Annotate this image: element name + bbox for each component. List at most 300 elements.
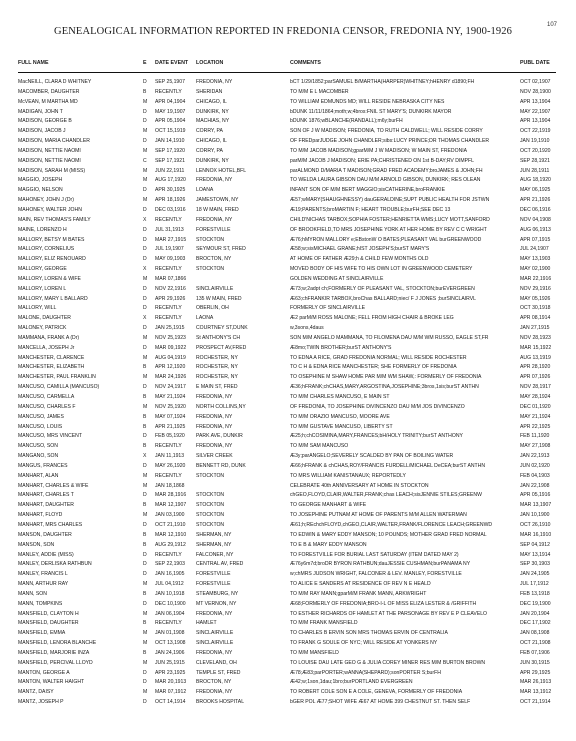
location-cell: ROCHESTER, NY: [196, 354, 238, 361]
publ-date-cell: NOV 29,1916: [520, 285, 551, 292]
publ-date-cell: FEB 11,1920: [520, 433, 550, 440]
date-event-cell: JAN 25,1915: [155, 325, 185, 332]
location-cell: CENTRAL AV, FRED: [196, 561, 244, 568]
date-event-cell: APR 23,1925: [155, 669, 186, 676]
full-name-cell: MALLORY, LOREN & WIFE: [18, 275, 81, 282]
date-event-cell: JUN 25,1915: [155, 659, 185, 666]
event-type-cell: D: [143, 138, 147, 145]
publ-date-cell: APR 22,1925: [520, 423, 551, 430]
date-event-cell: JAN 16,1905: [155, 571, 185, 578]
full-name-cell: MADISON, NETTIE NAOMI: [18, 157, 81, 164]
date-event-cell: MAR 12,1907: [155, 502, 187, 509]
date-event-cell: JAN 03,1900: [155, 512, 185, 519]
table-row: [0, 551, 576, 561]
header-event-type: E: [143, 60, 147, 66]
comments-cell: Æ63;chFRANKIR TARBOX,broChas BALLARD;niec/ F J JONES ;burSINCLAIRVL: [290, 295, 476, 302]
date-event-cell: NOV 22,1916: [155, 285, 186, 292]
table-row: [0, 570, 576, 580]
location-cell: HAMLET: [196, 620, 217, 627]
event-type-cell: D: [143, 344, 147, 351]
location-cell: STEAMBURG, NY: [196, 590, 239, 597]
event-type-cell: D: [143, 118, 147, 125]
location-cell: FREDONIA, NY: [196, 413, 233, 420]
table-row: [0, 255, 576, 265]
comments-cell: chGEO,FLOYD,CLAIR,WALTER,FRANK;chas LEACH;sisJENNIE STILES;GREENW: [290, 492, 482, 499]
table-row: [0, 147, 576, 157]
publ-date-cell: MAR 15,1922: [520, 344, 552, 351]
full-name-cell: MANSFIELD, LENORA BLANCHE: [18, 640, 97, 647]
table-row: [0, 285, 576, 295]
full-name-cell: MANHART, FLOYD: [18, 512, 63, 519]
full-name-cell: MAHONEY, JOHN J (Dr): [18, 197, 74, 204]
table-row: [0, 472, 576, 482]
date-event-cell: AUG 04,1919: [155, 354, 186, 361]
event-type-cell: D: [143, 433, 147, 440]
event-type-cell: M: [143, 334, 148, 341]
event-type-cell: D: [143, 256, 147, 263]
location-cell: SINCLAIRVILLE: [196, 630, 234, 637]
comments-cell: Æ73;w;2adpt ch;FORMERLY OF PLEASANT VAL, STOCKTON;burEVERGREEN: [290, 285, 475, 292]
event-type-cell: B: [143, 394, 147, 400]
publ-date-cell: NOV 28,1917: [520, 384, 551, 391]
comments-cell: TO FRANK G SOULE OF NYC; WILL RESIDE AT YONKERS NY: [290, 640, 438, 647]
table-row: [0, 295, 576, 305]
comments-cell: parALMOND D/MARIA T MADISON;GRAD FRED ACADEMY;broJAMES & JOHN;FH: [290, 167, 483, 174]
date-event-cell: APR 21,1925: [155, 423, 186, 430]
full-name-cell: MALONE, DAUGHTER: [18, 315, 71, 322]
event-type-cell: B: [143, 649, 147, 656]
publ-date-cell: OCT 02,1907: [520, 79, 551, 85]
date-event-cell: MAR 28,1916: [155, 492, 187, 499]
table-row: [0, 678, 576, 688]
comments-cell: INFANT SON OF M/M BERT MAGGIO;sisCATHERINE,broFRANKIE: [290, 187, 446, 194]
publ-date-cell: SEP 30,1903: [520, 561, 550, 568]
event-type-cell: B: [143, 531, 147, 538]
publ-date-cell: MAY 06,1925: [520, 187, 551, 194]
header-date-event: DATE EVENT: [155, 60, 189, 66]
comments-cell: Æ76y6m7d;broDR BYRON RATHBUN;dauJESSIE CUSHMAN;burPANAMA NY: [290, 561, 471, 568]
publ-date-cell: APR 13,1904: [520, 118, 551, 125]
comments-cell: bCT 1/29/1852;parSAMUEL B/MARTHA(HARPER)WHITNEY;hHENRY d1890;FH: [290, 79, 475, 85]
event-type-cell: M: [143, 197, 148, 204]
full-name-cell: MAGGIO, NELSON: [18, 187, 63, 194]
table-row: [0, 373, 576, 383]
table-row: [0, 137, 576, 147]
location-cell: STOCKTON: [196, 512, 225, 519]
comments-cell: TO M/M MANSFIELD: [290, 649, 339, 656]
full-name-cell: MADISON, NETTIE NAOMI: [18, 147, 81, 154]
event-type-cell: M: [143, 640, 148, 647]
event-type-cell: M: [143, 512, 148, 519]
full-name-cell: MAIN, REV THOMAS'S FAMILY: [18, 216, 91, 223]
table-row: [0, 167, 576, 177]
date-event-cell: RECENTLY: [155, 88, 182, 95]
comments-cell: TO ROBERT COLE SON E A COLE, GENEVA, FORMERLY OF FREDONIA: [290, 689, 463, 696]
publ-date-cell: MAY 05,1926: [520, 295, 551, 302]
publ-date-cell: DEC 01,1920: [520, 403, 551, 410]
publ-date-cell: MAY 21,1924: [520, 413, 551, 420]
publ-date-cell: OCT 21,1914: [520, 699, 551, 706]
header-publ-date: PUBL DATE: [520, 60, 550, 66]
full-name-cell: MANCUSO, CAMILLA (MANCUSO): [18, 384, 100, 391]
date-event-cell: RECENTLY: [155, 315, 182, 322]
publ-date-cell: APR 29,1925: [520, 669, 551, 676]
comments-cell: bDUNK 11/11/1864;moth;w;4bros:FNIL ST MARY'S; DUNKIRK MAYOR: [290, 108, 452, 115]
location-cell: OBERLIN, OH: [196, 305, 229, 312]
comments-cell: Æ42;w;1son,1dau;1bro;burPORTLAND EVERGREEN: [290, 679, 413, 686]
publ-date-cell: OCT 22,1919: [520, 128, 551, 135]
date-event-cell: SEP 17,1921: [155, 157, 185, 164]
date-event-cell: JUL 31,1913: [155, 226, 184, 233]
comments-cell: TO EDWIN & MARY EDDY MANSON; 10 POUNDS; MOTHER GRAD FRED NORMAL: [290, 531, 487, 538]
event-type-cell: D: [143, 669, 147, 676]
comments-cell: w;chMRS JUDSON WRIGHT, FALCONER & LEV. MANLEY, FORESTVILLE: [290, 571, 462, 578]
date-event-cell: SEP 25,1907: [155, 79, 185, 85]
event-type-cell: D: [143, 79, 147, 85]
comments-cell: Æ19;PARENTS;broMARTIN F; HEART TROUBLE;burFH;SEE DEC 13: [290, 206, 451, 213]
event-type-cell: D: [143, 108, 147, 115]
date-event-cell: JAN 06,1904: [155, 610, 185, 617]
location-cell: FORESTVILLE: [196, 571, 231, 578]
event-type-cell: M: [143, 128, 148, 135]
comments-cell: Æ25;h;chCOSIMINA,MARY,FRANCES;bH/HOLY TRINITY;burST ANTHONY: [290, 433, 463, 440]
date-event-cell: MAR 20,1913: [155, 679, 187, 686]
publ-date-cell: FEB 07,1906: [520, 649, 550, 656]
date-event-cell: RECENTLY: [155, 216, 182, 223]
location-cell: FREDONIA, NY: [196, 423, 233, 430]
location-cell: BROCTON, NY: [196, 256, 232, 263]
event-type-cell: M: [143, 630, 148, 637]
publ-date-cell: DEC 06,1916: [520, 206, 551, 213]
comments-cell: Æ3y;parANGELO;SEVERELY SCALDED BY PAN OF BOILING WATER: [290, 453, 454, 460]
table-row: [0, 98, 576, 108]
date-event-cell: APR 30,1925: [155, 187, 186, 194]
date-event-cell: NOV 24,1917: [155, 384, 186, 391]
table-row: [0, 383, 576, 393]
publ-date-cell: OCT 30,1918: [520, 305, 551, 312]
date-event-cell: MAY 07,1924: [155, 413, 186, 420]
location-cell: ROCHESTER, NY: [196, 364, 238, 371]
publ-date-cell: MAR 13,1907: [520, 502, 552, 509]
full-name-cell: MALONEY, PATRICK: [18, 325, 67, 332]
full-name-cell: MAHONEY, WALTER JOHN: [18, 206, 82, 213]
publ-date-cell: JAN 20,1904: [520, 610, 550, 617]
publ-date-cell: MAY 28,1924: [520, 394, 551, 400]
event-type-cell: X: [143, 453, 147, 460]
publ-date-cell: DEC 17,1902: [520, 620, 551, 627]
event-type-cell: M: [143, 98, 148, 105]
publ-date-cell: FEB 13,1918: [520, 590, 550, 597]
comments-cell: OF BROOKFIELD,TO MRS JOSEPHINE YORK AT HER HOME BY REV C C WRIGHT: [290, 226, 487, 233]
full-name-cell: MADIGAN, JOHN T: [18, 108, 63, 115]
comments-cell: w,3sons,4daus: [290, 325, 324, 332]
location-cell: STOCKTON: [196, 472, 225, 479]
event-type-cell: M: [143, 472, 148, 479]
table-row: [0, 176, 576, 186]
table-row: [0, 560, 576, 570]
location-cell: FREDONIA, NY: [196, 216, 233, 223]
publ-date-cell: JAN 08,1908: [520, 630, 550, 637]
table-row: [0, 117, 576, 127]
event-type-cell: M: [143, 177, 148, 184]
date-event-cell: JUN 22,1911: [155, 167, 185, 174]
comments-cell: TO WILLIAM EDMUNDS MD; WILL RESIDE NEBRASKA CITY NES: [290, 98, 445, 105]
event-type-cell: D: [143, 206, 147, 213]
location-cell: E MAIN ST, FRED: [196, 384, 238, 391]
comments-cell: parM/M JACOB J MADISON; ERIE PA;CHRISTENED ON 1st B-DAY;RV DIMPFL: [290, 157, 474, 164]
date-event-cell: OCT 15,1919: [155, 128, 186, 135]
full-name-cell: MANN, ARTHUR RAY: [18, 581, 69, 588]
table-row: [0, 216, 576, 226]
publ-date-cell: MAY 13,1903: [520, 256, 551, 263]
event-type-cell: M: [143, 167, 148, 174]
location-cell: CHICAGO, IL: [196, 138, 227, 145]
comments-cell: TO MRS WILLIAM KANISTANAUX; REPORTEDLY: [290, 472, 406, 479]
event-type-cell: D: [143, 699, 147, 706]
table-row: [0, 344, 576, 354]
full-name-cell: MANHART, ALAN: [18, 472, 59, 479]
event-type-cell: D: [143, 571, 147, 578]
full-name-cell: MANSFIELD, PERCIVAL LLOYD: [18, 659, 93, 666]
table-row: [0, 590, 576, 600]
event-type-cell: B: [143, 364, 147, 371]
event-type-cell: D: [143, 226, 147, 233]
full-name-cell: MALLORY, BETSY M BATES: [18, 236, 85, 243]
table-row: [0, 265, 576, 275]
table-row: [0, 157, 576, 167]
date-event-cell: NOV 25,1923: [155, 334, 186, 341]
table-row: [0, 541, 576, 551]
table-row: [0, 482, 576, 492]
event-type-cell: M: [143, 403, 148, 410]
location-cell: LAONA: [196, 315, 214, 322]
table-row: [0, 688, 576, 698]
comments-cell: TO M/M CHARLES MANCUSO, E MAIN ST: [290, 394, 390, 400]
comments-cell: Æ2 parM/M ROSS MALONE; FELL FROM HIGH CHAIR & BROKE LEG: [290, 315, 454, 322]
full-name-cell: MANSON, SON: [18, 541, 55, 548]
date-event-cell: MAR 07,1866: [155, 275, 187, 282]
date-event-cell: JUL 19,1907: [155, 246, 184, 253]
full-name-cell: MANCUSO, JAMES: [18, 413, 64, 420]
date-event-cell: DEC 03,1916: [155, 206, 186, 213]
publ-date-cell: OCT 26,1910: [520, 521, 551, 528]
page-number: 107: [547, 22, 558, 28]
publ-date-cell: OCT 20,1920: [520, 147, 551, 154]
event-type-cell: M: [143, 482, 148, 489]
event-type-cell: D: [143, 521, 147, 528]
location-cell: PARK AVE, DUNKIR: [196, 433, 243, 440]
table-row: [0, 462, 576, 472]
event-type-cell: B: [143, 443, 147, 450]
table-row: [0, 88, 576, 98]
date-event-cell: MAR 09,1922: [155, 344, 187, 351]
event-type-cell: M: [143, 659, 148, 666]
date-event-cell: MAY 09,1903: [155, 256, 186, 263]
location-cell: MACHIAS, NY: [196, 118, 230, 125]
publ-date-cell: JAN 22,1908: [520, 482, 550, 489]
full-name-cell: MADISON, GEORGE B: [18, 118, 72, 125]
comments-cell: CHILD'NICHAS TARBOX;SOPHIA FOSTER;HENRIETTA WMS;LUCY MOTT,SANFORD: [290, 216, 490, 223]
date-event-cell: RECENTLY: [155, 472, 182, 479]
document-title: GENEALOGICAL INFORMATION REPORTED IN FREDONIA CENSOR, FREDONIA NY, 1900-1926: [54, 26, 512, 37]
full-name-cell: MANLEY, ADDIE (MISS): [18, 551, 74, 558]
table-row: [0, 226, 576, 236]
location-cell: DUNKIRK, NY: [196, 108, 229, 115]
event-type-cell: D: [143, 295, 147, 302]
publ-date-cell: JUN 30,1915: [520, 659, 550, 666]
date-event-cell: APR 05,1904: [155, 118, 186, 125]
location-cell: NORTH COLLINS,NY: [196, 403, 246, 410]
table-row: [0, 442, 576, 452]
location-cell: FREDONIA, NY: [196, 689, 233, 696]
full-name-cell: MANSFIELD, DAUGHTER: [18, 620, 79, 627]
event-type-cell: M: [143, 689, 148, 696]
event-type-cell: D: [143, 305, 147, 312]
location-cell: CORRY, PA: [196, 147, 223, 154]
comments-cell: Æ76;hMYRON MALLORY e;EBstonW O BATES;PLEASANT VAL burGREENWOOD: [290, 236, 482, 243]
event-type-cell: M: [143, 374, 148, 381]
location-cell: STOCKTON: [196, 236, 225, 243]
comments-cell: bGER POL Æ77;SHOT WIFE Æ67 AT HOME 399 CHESTNUT ST. THEN SELF: [290, 699, 471, 706]
table-row: [0, 501, 576, 511]
table-row: [0, 511, 576, 521]
publ-date-cell: MAR 16,1910: [520, 531, 552, 538]
comments-cell: Æ78;Æ83;parPORTER;wANNA(SHEPARD);sonPORTER S;burFH: [290, 669, 441, 676]
location-cell: MT VERNON, NY: [196, 600, 237, 607]
full-name-cell: MANCELLA, JOSEPH Jr: [18, 344, 75, 351]
publ-date-cell: MAY 13,1914: [520, 551, 551, 558]
table-row: [0, 698, 576, 708]
full-name-cell: MANGANO, SON: [18, 453, 59, 460]
location-cell: CHICAGO, IL: [196, 98, 227, 105]
location-cell: CORRY, PA: [196, 128, 223, 135]
event-type-cell: B: [143, 88, 147, 95]
full-name-cell: MAMMANA, FRANK A (Dr): [18, 334, 80, 341]
full-name-cell: MAINE, LORENZO H: [18, 226, 67, 233]
location-cell: FREDONIA, NY: [196, 649, 233, 656]
comments-cell: TO M/M ORAZIO MANCUSO, MOORE AVE: [290, 413, 390, 420]
location-cell: St ANTHONY'S CH: [196, 334, 240, 341]
publ-date-cell: MAR 22,1916: [520, 275, 552, 282]
date-event-cell: FEB 05,1920: [155, 433, 185, 440]
full-name-cell: MANSFIELD, CLAYTON H: [18, 610, 79, 617]
table-row: [0, 324, 576, 334]
location-cell: BROOKS HOSPITAL: [196, 699, 245, 706]
location-cell: CLEVELAND, OH: [196, 659, 237, 666]
date-event-cell: RECENTLY: [155, 551, 182, 558]
table-row: [0, 108, 576, 118]
comments-cell: TO M/M RAY MANN;gparM/M FRANK MANN, ARKWRIGHT: [290, 590, 427, 597]
event-type-cell: D: [143, 462, 147, 469]
comments-cell: OF FREDparJUDGE JOHN CHANDLER;sibs:LUCY PRINCE;DR THOMAS CHANDLER: [290, 138, 490, 145]
event-type-cell: M: [143, 581, 148, 588]
date-event-cell: APR 29,1926: [155, 295, 186, 302]
event-type-cell: B: [143, 502, 147, 509]
location-cell: LOANA: [196, 187, 214, 194]
comments-cell: bDUNK 1876;wBLANCHE(RANDALL);m6y;burFH: [290, 118, 403, 125]
full-name-cell: MANLEY, FRANCIS L: [18, 571, 68, 578]
event-type-cell: M: [143, 147, 148, 154]
comments-cell: SON M/M ANGELO MAMMANA, TO FILOMENA DAU M/M WM RUSSO, EAGLE ST,FR: [290, 334, 489, 341]
table-row: [0, 127, 576, 137]
table-row: [0, 491, 576, 501]
date-event-cell: MAY 21,1924: [155, 394, 186, 400]
full-name-cell: MALLORY, GEORGE: [18, 266, 67, 273]
event-type-cell: M: [143, 354, 148, 361]
full-name-cell: MADISON, MARIA CHANDLER: [18, 138, 90, 145]
publ-date-cell: NOV 04,1908: [520, 216, 551, 223]
table-row: [0, 521, 576, 531]
comments-cell: TO GEORGE MANHART & WIFE: [290, 502, 367, 509]
date-event-cell: MAR 24,1926: [155, 374, 187, 381]
location-cell: LENNOX HOTEL,BFL: [196, 167, 247, 174]
location-cell: BENNETT RD, DUNK: [196, 462, 246, 469]
event-type-cell: M: [143, 610, 148, 617]
comments-cell: TO OSEPHINE M SHAW HOME PAR M/M WM SHAW,: FORMERLY OF FREDONIA: [290, 374, 482, 381]
location-cell: COURTNEY ST,DUNK: [196, 325, 248, 332]
table-row: [0, 619, 576, 629]
comments-cell: TO ALICE E SANDERS AT RESIDENCE OF REV N E HEALD: [290, 581, 431, 588]
event-type-cell: X: [143, 266, 147, 273]
table-row: [0, 236, 576, 246]
date-event-cell: NOV 25,1920: [155, 403, 186, 410]
publ-date-cell: APR 21,1926: [520, 197, 551, 204]
table-row: [0, 206, 576, 216]
comments-cell: TO FORESTVILLE FOR BURIAL LAST SATURDAY (ITEM DATED MAY 2): [290, 551, 459, 558]
table-row: [0, 403, 576, 413]
comments-cell: Æ58;w;sisMICHAEL GRANE;hIST JOSEPH'S;burST MARY'S: [290, 246, 430, 253]
location-cell: FREDONIA, NY: [196, 610, 233, 617]
date-event-cell: MAR 12,1910: [155, 531, 187, 538]
table-row: [0, 659, 576, 669]
date-event-cell: JAN 11,1913: [155, 453, 185, 460]
table-row: [0, 354, 576, 364]
event-type-cell: D: [143, 285, 147, 292]
date-event-cell: JUL 04,1912: [155, 581, 184, 588]
event-type-cell: B: [143, 541, 147, 548]
location-cell: SHERIDAN: [196, 88, 223, 95]
table-row: [0, 196, 576, 206]
full-name-cell: MANCHESTER, CLARENCE: [18, 354, 85, 361]
full-name-cell: MANCUSO, LOUIS: [18, 423, 63, 430]
table-row: [0, 334, 576, 344]
publ-date-cell: JAN 22,1913: [520, 453, 550, 460]
event-type-cell: D: [143, 492, 147, 499]
location-cell: FREDONIA, NY: [196, 394, 233, 400]
publ-date-cell: JUL 24,1907: [520, 246, 549, 253]
publ-date-cell: MAY 22,1907: [520, 108, 551, 115]
table-row: [0, 639, 576, 649]
date-event-cell: JAN 24,1906: [155, 649, 185, 656]
publ-date-cell: APR 07,1926: [520, 374, 551, 381]
publ-date-cell: JUN 02,1920: [520, 462, 550, 469]
event-type-cell: D: [143, 551, 147, 558]
full-name-cell: MANHART, CHARLES & WIFE: [18, 482, 89, 489]
date-event-cell: JAN 18,1868: [155, 482, 185, 489]
comments-cell: AT HOME OF FATHER Æ29;h & CHILD FEW MONTHS OLD: [290, 256, 429, 263]
full-name-cell: MADISON, JACOB J: [18, 128, 66, 135]
comments-cell: TO WELDA LAURA GIBSON DAU M/M ARNOLD GIBSON, DUNKIRK; RES OLEAN: [290, 177, 481, 184]
location-cell: FREDONIA, NY: [196, 443, 233, 450]
full-name-cell: MANHART, DAUGHTER: [18, 502, 74, 509]
full-name-cell: MANSON, DAUGHTER: [18, 531, 72, 538]
comments-cell: TO M/M E L MACOMBER: [290, 88, 349, 95]
publ-date-cell: AUG 06,1913: [520, 226, 551, 233]
date-event-cell: MAY 26,1920: [155, 462, 186, 469]
table-row: [0, 363, 576, 373]
full-name-cell: McVEAN, M MARTHA MD: [18, 98, 78, 105]
comments-cell: Æ68;FORMERLY OF FREDONIA;BRO-I-L OF MISS ELIZA LESTER & /GRIFFITH: [290, 600, 477, 607]
